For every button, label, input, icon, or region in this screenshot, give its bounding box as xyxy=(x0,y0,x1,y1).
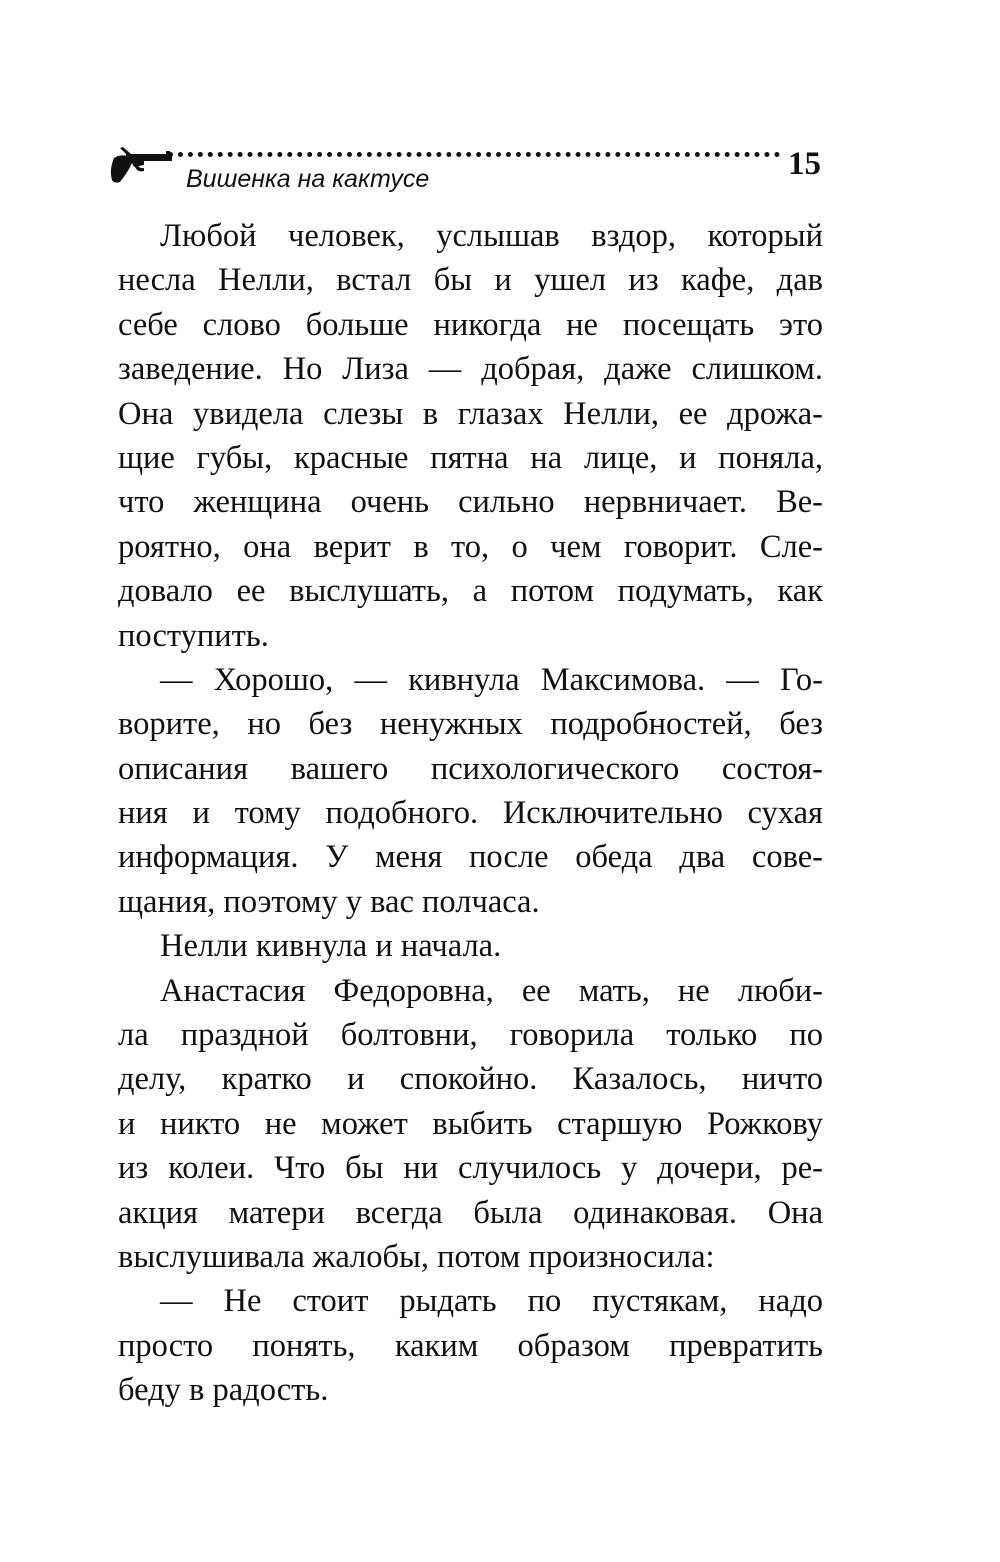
page-number: 15 xyxy=(788,146,821,182)
text-line: ворите, но без ненужных подробностей, без xyxy=(118,706,823,743)
book-title: Вишенка на кактусе xyxy=(186,165,430,193)
text-line: что женщина очень сильно нервничает. Ве- xyxy=(118,484,823,521)
text-line: — Хорошо, — кивнула Максимова. — Го- xyxy=(160,661,823,698)
text-line: и никто не может выбить старшую Рожкову xyxy=(118,1105,823,1142)
text-line: щания, поэтому у вас полчаса. xyxy=(118,883,540,920)
text-line: акция матери всегда была одинаковая. Она xyxy=(118,1194,823,1231)
text-line: довало ее выслушать, а потом подумать, как xyxy=(118,573,823,610)
text-line: Нелли кивнула и начала. xyxy=(160,928,502,965)
text-line: Любой человек, услышав вздор, который xyxy=(160,218,823,254)
text-line: выслушивала жалобы, потом произносила: xyxy=(118,1238,715,1275)
text-line: себе слово больше никогда не посещать это xyxy=(118,306,823,343)
text-line: просто понять, каким образом превратить xyxy=(118,1327,823,1364)
revolver-icon xyxy=(110,146,172,186)
text-line: Она увидела слезы в глазах Нелли, ее дрожа- xyxy=(118,395,823,432)
text-line: несла Нелли, встал бы и ушел из кафе, дав xyxy=(118,262,823,299)
text-line: заведение. Но Лиза — добрая, даже слишком. xyxy=(118,351,823,388)
text-line: описания вашего психологического состоя- xyxy=(118,750,823,787)
text-line: беду в радость. xyxy=(118,1372,329,1409)
text-line: — Не стоит рыдать по пустякам, надо xyxy=(160,1283,823,1320)
dotted-rule xyxy=(168,152,780,157)
text-line: информация. У меня после обеда два сове- xyxy=(118,839,823,876)
text-line: ла праздной болтовни, говорила только по xyxy=(118,1017,823,1054)
text-line: роятно, она верит в то, о чем говорит. Сле- xyxy=(118,528,823,565)
text-line: ния и тому подобного. Исключительно сухая xyxy=(118,795,823,832)
text-body xyxy=(118,214,823,1413)
text-line: Анастасия Федоровна, ее мать, не люби- xyxy=(160,972,823,1009)
text-line: делу, кратко и спокойно. Казалось, ничто xyxy=(118,1061,823,1098)
text-line: из колеи. Что бы ни случилось у дочери, ре- xyxy=(118,1150,823,1187)
text-line: щие губы, красные пятна на лице, и поняла, xyxy=(118,439,823,476)
text-line: поступить. xyxy=(118,617,269,654)
running-head xyxy=(110,140,830,200)
